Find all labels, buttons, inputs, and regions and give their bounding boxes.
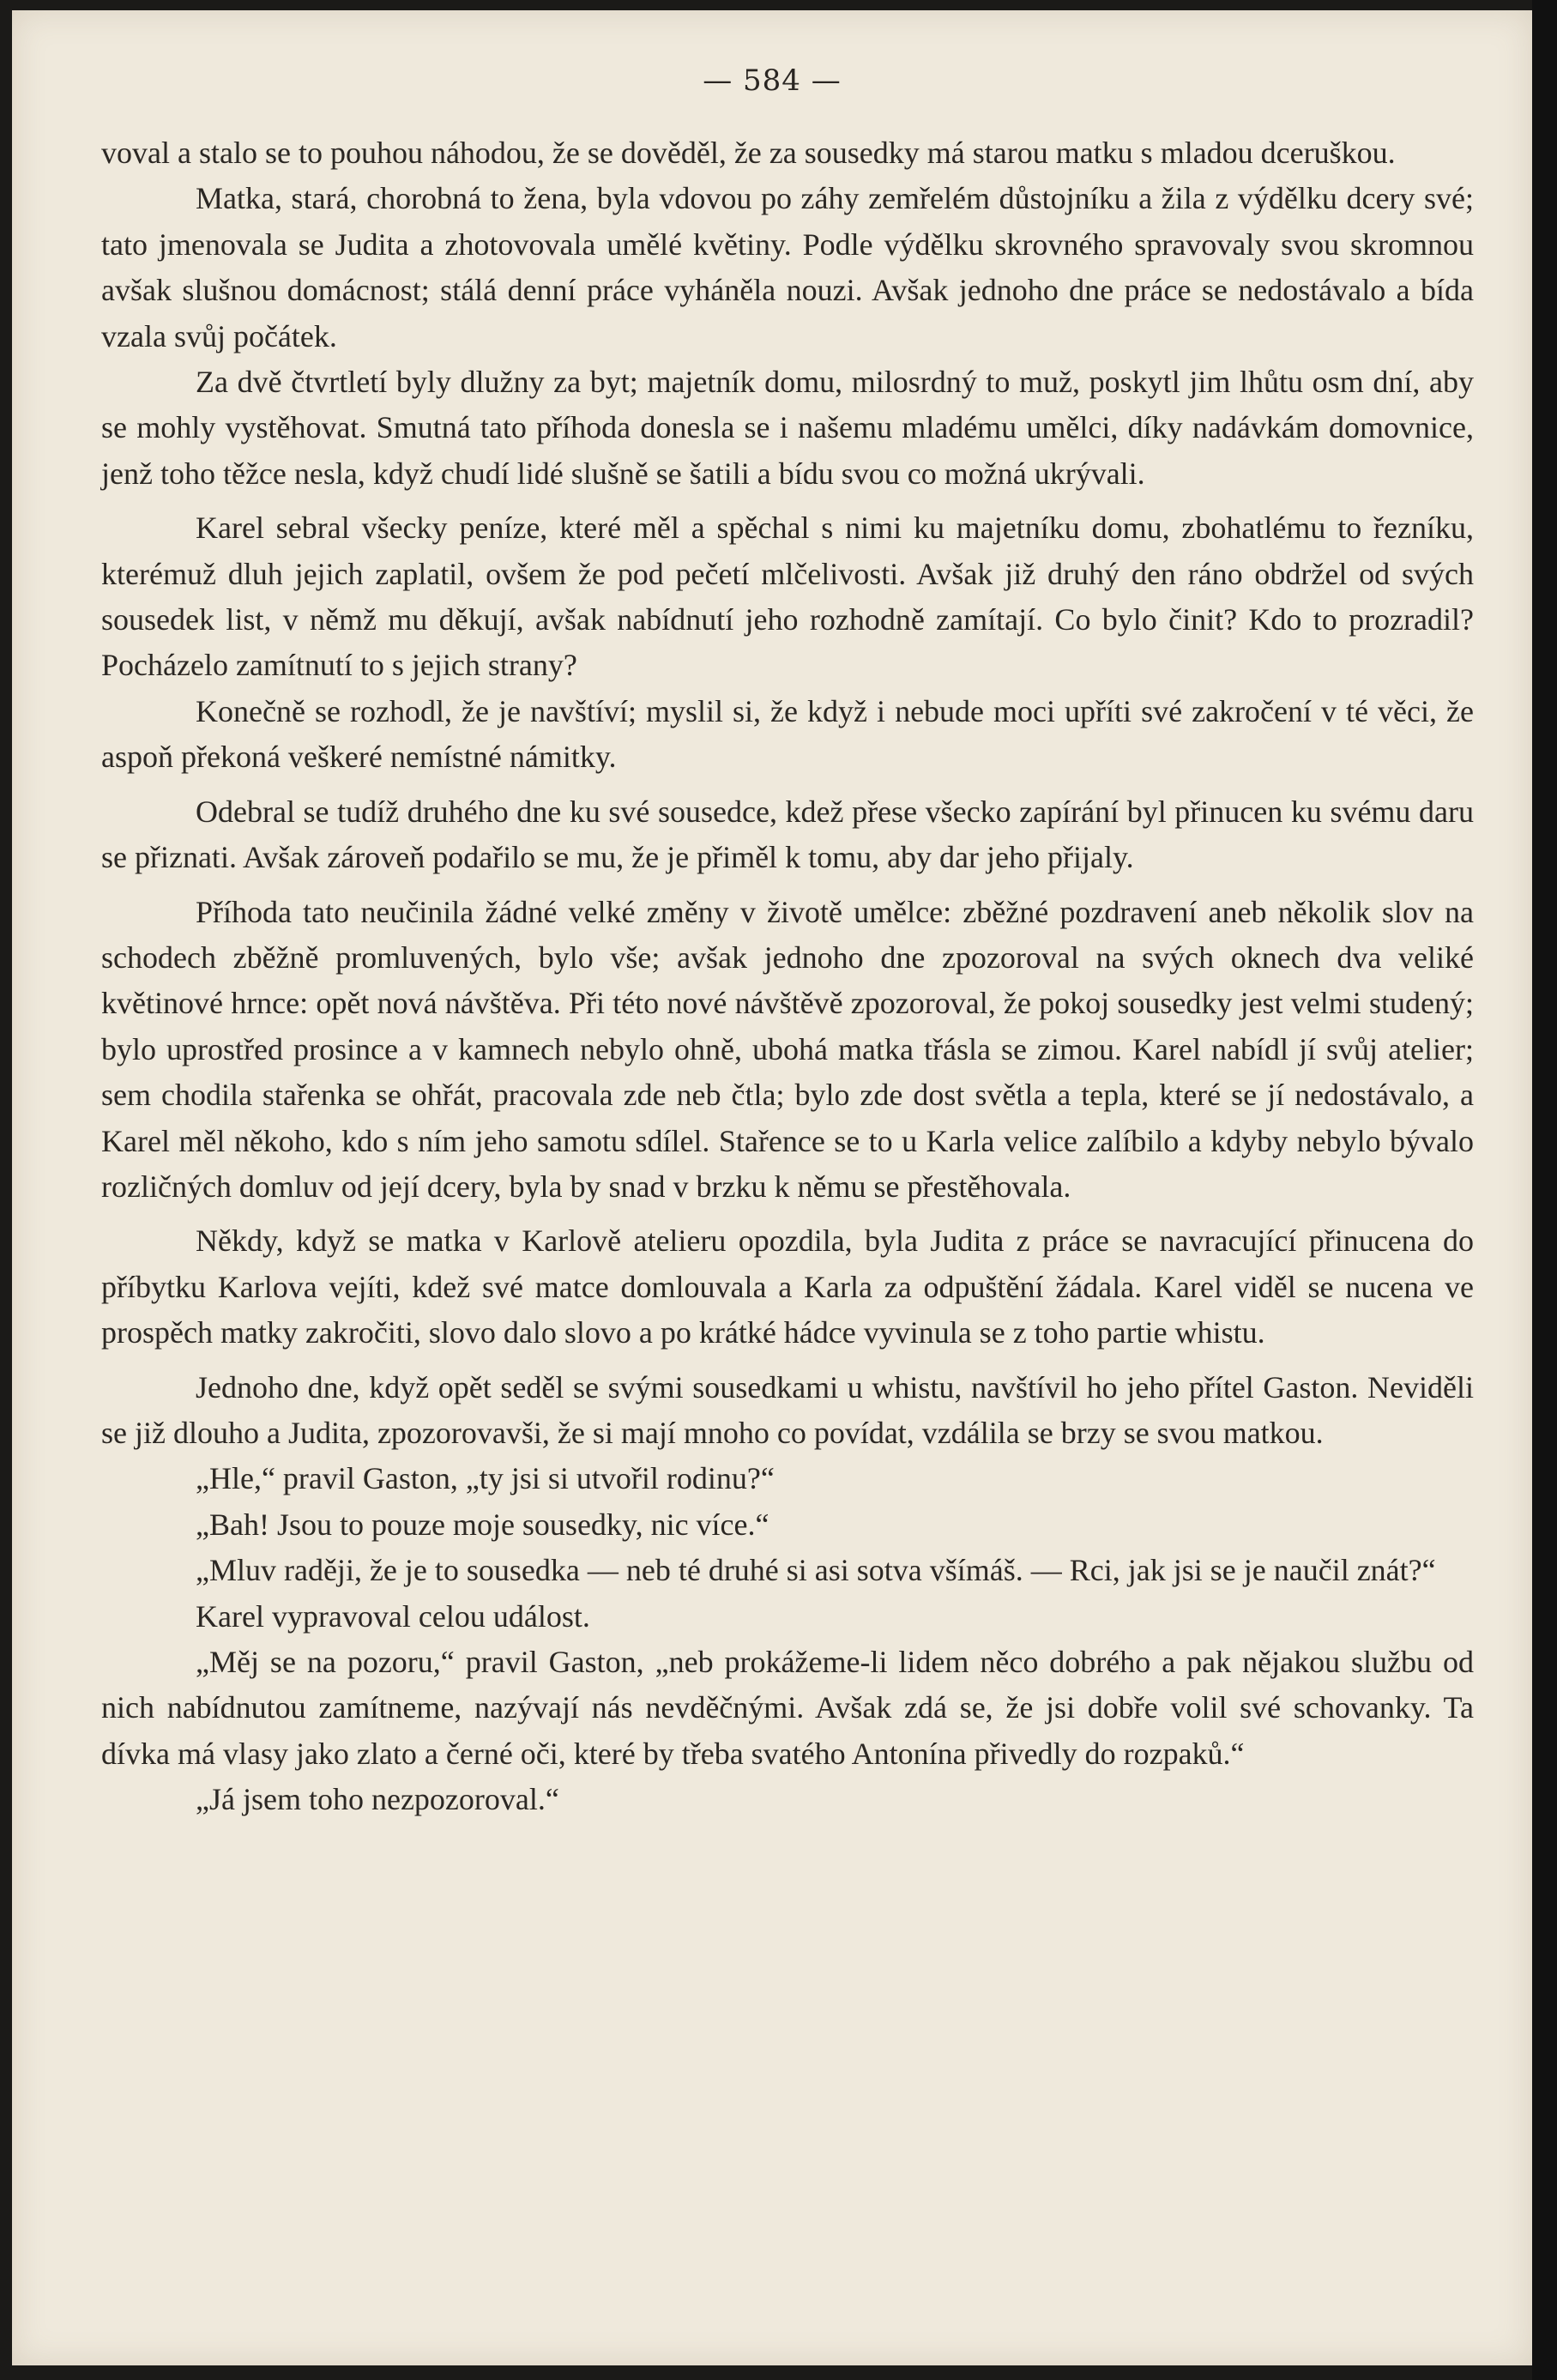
paragraph: Odebral se tudíž druhého dne ku své sousedce, kdež přese všecko zapírání byl přinucen ku svému daru se přiznati. Avšak zároveň podařilo se mu, že je přiměl k tomu, aby dar jeho přijaly. (101, 794, 1474, 875)
paragraph: Karel sebral všecky peníze, které měl a spěchal s nimi ku majetníku domu, zbohatlému to řezníku, kterémuž dluh jejich zaplatil, ovšem že pod pečetí mlčelivosti. Avšak již druhý den ráno obdržel od svých sousedek list, v němž mu děkují, avšak nabídnutí jeho rozhodně zamítají. Co bylo činit? Kdo to prozradil? Pocházelo zamítnutí to s jejich strany? (101, 510, 1474, 683)
paragraph: Jednoho dne, když opět seděl se svými sousedkami u whistu, navštívil ho jeho přítel Gaston. Neviděli se již dlouho a Judita, zpozorovavši, že si mají mnoho co povídat, vzdálila se brzy se svou matkou. (101, 1369, 1474, 1450)
book-page (12, 10, 1532, 2365)
paragraph: Někdy, když se matka v Karlově atelieru opozdila, byla Judita z práce se navracující přinucena do příbytku Karlova vejíti, kdež své matce domlouvala a Karla za odpuštění žádala. Karel viděl se nucena ve prospěch matky zakročiti, slovo dalo slovo a po krátké hádce vyvinula se z toho partie whistu. (101, 1223, 1474, 1350)
paragraph: Konečně se rozhodl, že je navštíví; myslil si, že když i nebude moci upříti své zakročení v té věci, že aspoň překoná veškeré nemístné námitky. (101, 693, 1474, 775)
dialogue-line: „Měj se na pozoru,“ pravil Gaston, „neb prokážeme-li lidem něco dobrého a pak nějakou službu od nich nabídnutou zamítneme, nazývají nás nevděčnými. Avšak zdá se, že jsi dobře volil své schovanky. Ta dívka má vlasy jako zlato a černé oči, které by třeba svatého Antonína přivedly do rozpaků.“ (101, 1645, 1474, 1771)
paragraph-continuation: voval a stalo se to pouhou náhodou, že se dověděl, že za sousedky má starou matku s mladou dceruškou. (101, 136, 1396, 170)
dialogue-line: „Bah! Jsou to pouze moje sousedky, nic více.“ (196, 1507, 769, 1542)
dialogue-line: „Mluv raději, že je to sousedka — neb té druhé si asi sotva všímáš. — Rci, jak jsi se je naučil znát?“ (196, 1553, 1436, 1588)
scan-edge (1532, 0, 1557, 2380)
paragraph: Příhoda tato neučinila žádné velké změny v životě umělce: zběžné pozdravení aneb několik slov na schodech zběžně promluvených, bylo vše; avšak jednoho dne zpozoroval na svých oknech dva veliké květinové hrnce: opět nová návštěva. Při této nové návštěvě zpozoroval, že pokoj sousedky jest velmi studený; bylo uprostřed prosince a v kamnech nebylo ohně, ubohá matka třásla se zimou. Karel nabídl jí svůj atelier; sem chodila stařenka se ohřát, pracovala zde neb čtla; bylo zde dost světla a tepla, které se jí nedostávalo, a Karel měl někoho, kdo s ním jeho samotu sdílel. Stařence se to u Karla velice zalíbilo a kdyby nebylo bývalo rozličných domluv od její dcery, byla by snad v brzku k němu se přestěhovala. (101, 894, 1474, 1204)
page-number: — 584 — (703, 63, 842, 98)
paragraph: Za dvě čtvrtletí byly dlužny za byt; majetník domu, milosrdný to muž, poskytl jim lhůtu osm dní, aby se mohly vystěhovat. Smutná tato příhoda donesla se i našemu mladému umělci, díky nadávkám domovnice, jenž toho těžce nesla, když chudí lidé slušně se šatili a bídu svou co možná ukrývali. (101, 365, 1474, 491)
paragraph: Karel vypravoval celou událost. (196, 1598, 590, 1634)
page-text-body (101, 130, 1474, 1823)
paragraph: Matka, stará, chorobná to žena, byla vdovou po záhy zemřelém důstojníku a žila z výdělku dcery své; tato jmenovala se Judita a zhotovovala umělé květiny. Podle výdělku skrovného spravovaly svou skromnou avšak slušnou domácnost; stálá denní práce vyháněla nouzi. Avšak jednoho dne práce se nedostávalo a bída vzala svůj počátek. (101, 181, 1474, 353)
dialogue-line: „Já jsem toho nezpozoroval.“ (196, 1782, 559, 1817)
dialogue-line: „Hle,“ pravil Gaston, „ty jsi si utvořil rodinu?“ (196, 1461, 775, 1496)
